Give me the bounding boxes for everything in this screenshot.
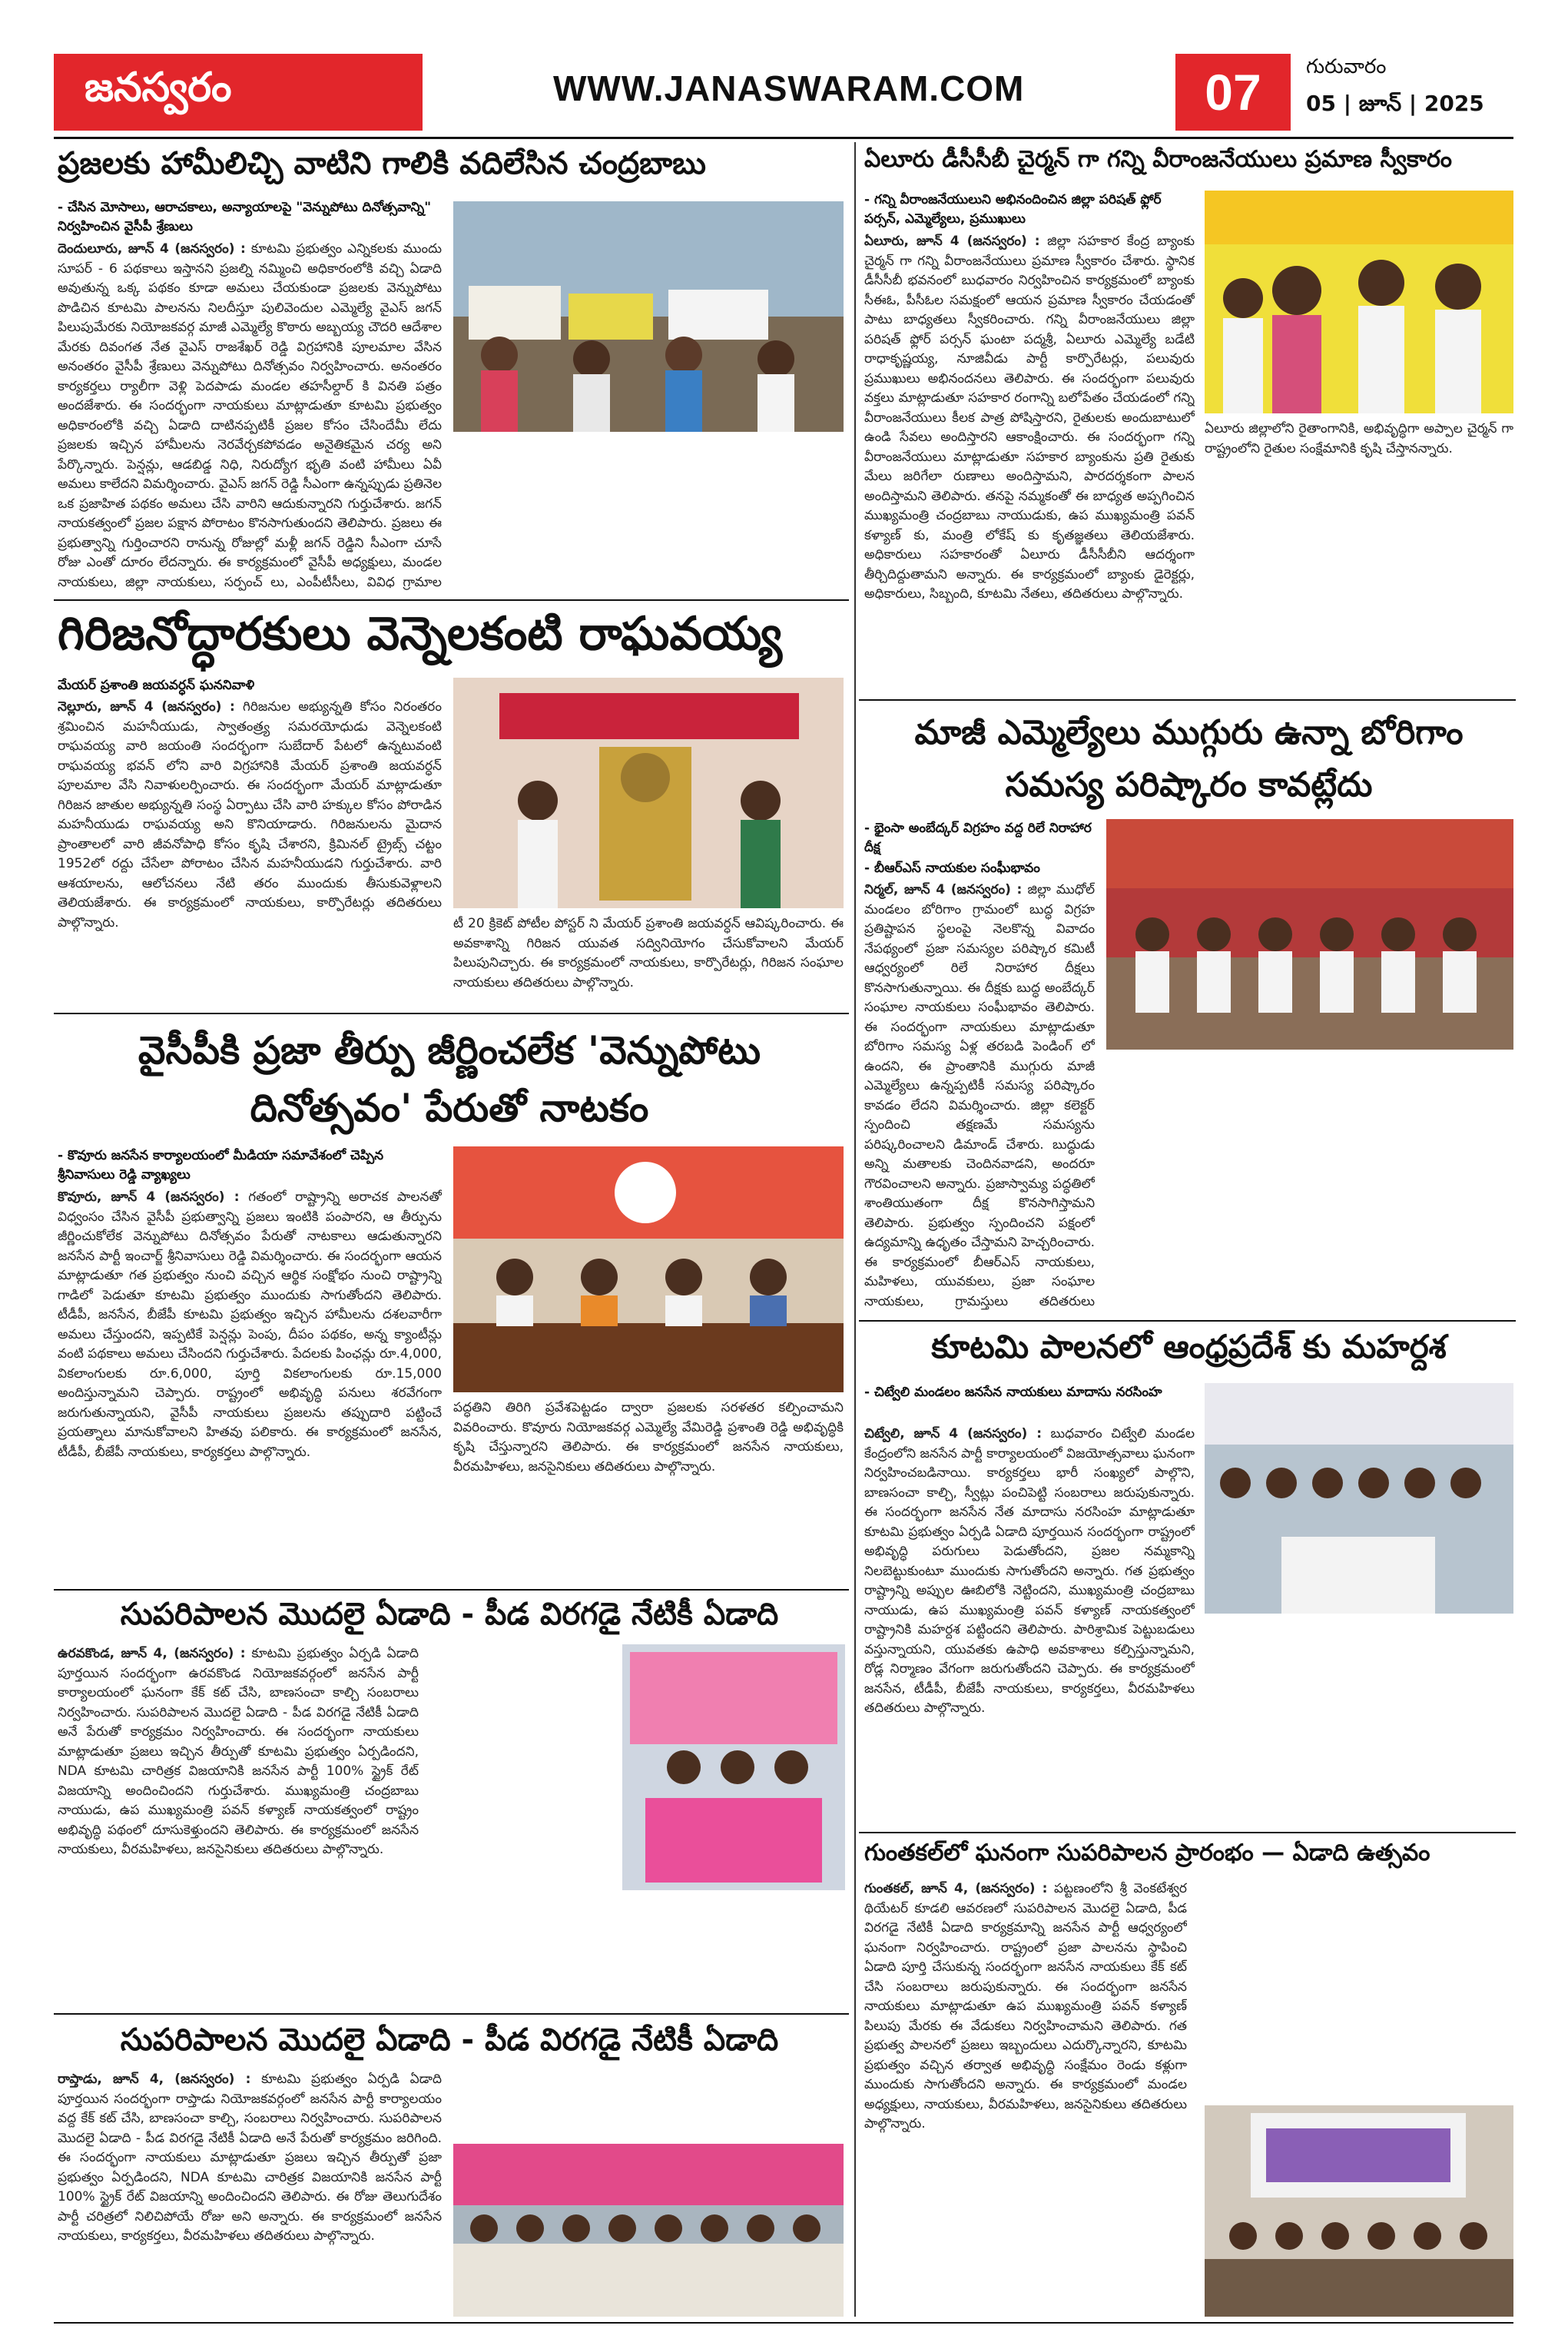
section-rule (859, 1832, 1516, 1833)
press-meet-photo (453, 1146, 844, 1392)
article-body (864, 881, 1095, 1311)
date: 05 | జూన్ | 2025 (1306, 91, 1484, 116)
headline: వైసీపీకి ప్రజా తీర్పు జీర్ణించలేక 'వెన్నుపోటు దినోత్సవం' పేరుతో నాటకం (138, 1028, 761, 1130)
dateline: కొవూరు, జూన్ 4 (జనస్వరం) : (58, 1189, 240, 1205)
article-text: కూటమి ప్రభుత్వం ఏర్పడి ఏడాది పూర్తయిన సందర్భంగా ఉరవకొండ నియోజకవర్గంలో జనసేన పార్టీ కార్యాలయంలో ఘనంగా కేక్ కట్ చేసి, బాణసంచా కాల్చి సంబరాలు నిర్వహించారు. సుపరిపాలన మొదలై ఏడాది - పీడ విరగడై నేటికీ ఏడాది అనే పేరుతో కార్యక్రమం నిర్వహించారు. ఈ సందర్భంగా నాయకులు మాట్లాడుతూ ప్రజలు ఇచ్చిన తీర్పుతో కూటమి ప్రభుత్వం ఏర్పడిందని, NDA కూటమి చారిత్రక విజయానికి జనసేన పార్టీ 100% స్ట్రైక్ రేట్ విజయాన్ని అందించిందని గుర్తుచేశారు. ముఖ్యమంత్రి చంద్రబాబు నాయుడు, ఉప ముఖ్యమంత్రి పవన్ కళ్యాణ్ నాయకత్వంలో రాష్ట్రం అభివృద్ధి పథంలో దూసుకెళ్తుందని తెలిపారు. ఈ కార్యక్రమంలో జనసేన నాయకులు, వీరమహిళలు, జనసైనికులు తదితరులు పాల్గొన్నారు. (58, 1646, 419, 1857)
headline: మాజీ ఎమ్మెల్యేలు ముగ్గురు ఉన్నా బోరిగాం సమస్య పరిష్కారం కావట్లేదు (914, 713, 1464, 804)
section-rule (54, 1013, 849, 1014)
section-rule (859, 1320, 1516, 1322)
article-body-continued (1106, 1056, 1513, 1309)
article-body (864, 1425, 1195, 1824)
website[interactable]: WWW.JANASWARAM.COM (553, 68, 1025, 108)
section-rule (54, 599, 849, 601)
article-text: గతంలో రాష్ట్రాన్ని అరాచక పాలనతో విధ్వంసం చేసిన వైసీపీ ప్రభుత్వాన్ని ప్రజలు ఇంటికి పంపారని, ఆ తీర్పును జీర్ణించుకోలేక వెన్నుపోటు దినోత్సవం పేరుతో నాటకాలు ఆడుతున్నారని జనసేన పార్టీ ఇంచార్జ్ శ్రీనివాసులు రెడ్డి విమర్శించారు. ఈ సందర్భంగా ఆయన మాట్లాడుతూ గత ప్రభుత్వం నుంచి వచ్చిన ఆర్థిక సంక్షోభం నుంచి రాష్ట్రాన్ని గాడిలో పెడుతూ కూటమి ప్రభుత్వం ముందుకు సాగుతోందని తెలిపారు. టీడీపీ, జనసేన, బీజేపీ కూటమి ప్రభుత్వం ఇచ్చిన హామీలను దశలవారీగా అమలు చేస్తుందని, ఇప్పటికే పెన్షన్లు పెంపు, దీపం పథకం, అన్న క్యాంటీన్లు వంటి పథకాలు అమలు చేసిందని గుర్తుచేశారు. పేదలకు పింఛన్లు రూ.4,000, వికలాంగులకు రూ.6,000, పూర్తి వికలాంగులకు రూ.15,000 అందిస్తున్నామని చెప్పారు. రాష్ట్రంలో అభివృద్ధి పనులు శరవేగంగా జరుగుతున్నాయని, వైసీపీ నాయకులు ప్రజలను తప్పుదారి పట్టించే ప్రయత్నాలు మానుకోవాలని హితవు పలికారు. ఈ కార్యక్రమంలో జనసేన, టీడీపీ, బీజేపీ నాయకులు, కార్యకర్తలు పాల్గొన్నారు. (58, 1189, 442, 1460)
gathering-photo (1205, 2105, 1513, 2317)
section-rule (54, 2013, 849, 2015)
article-text: జిల్లా సహకార కేంద్ర బ్యాంకు చైర్మన్ గా గన్ని వీరాంజనేయులు ప్రమాణ స్వీకారం చేశారు. స్థానిక డీసీసీబీ భవనంలో బుధవారం నిర్వహించిన కార్యక్రమంలో బ్యాంకు సీఈఓ, పీసీఓల సమక్షంలో ఆయన ప్రమాణ స్వీకారం చేయడంతో పాటు బాధ్యతలు స్వీకరించారు. గన్ని వీరాంజనేయులు జిల్లా పరిషత్ ఫ్లోర్ పర్సన్ ఘంటా పద్మశ్రీ, ఏలూరు ఎమ్మెల్యే బడేటి రాధాకృష్ణయ్య, నూజివీడు పార్టీ కార్పొరేటర్లు, పలువురు ప్రముఖులు అభినందనలు తెలిపారు. ఈ సందర్భంగా పలువురు వక్తలు మాట్లాడుతూ సహకార రంగాన్ని బలోపేతం చేయడంలో గన్ని వీరాంజనేయులు కీలక పాత్ర పోషిస్తారని, రైతులకు అందుబాటులో ఉండి సేవలు అందిస్తారని ఆకాంక్షించారు. ఈ సందర్భంగా గన్ని వీరాంజనేయులు మాట్లాడుతూ సహకార బ్యాంకును ప్రతి రైతుకు మేలు జరిగేలా రుణాలు అందిస్తామని, పారదర్శకంగా పాలన అందిస్తామని తెలిపారు. తనపై నమ్మకంతో ఈ బాధ్యత అప్పగించిన ముఖ్యమంత్రి చంద్రబాబు నాయుడుకు, ఉప ముఖ్యమంత్రి పవన్ కళ్యాణ్ కు, మంత్రి లోకేష్ కు కృతజ్ఞతలు తెలియజేశారు. అధికారులు సహకారంతో ఏలూరు డీసీసీబీని ఆదర్శంగా తీర్చిదిద్దుతామని అన్నారు. ఈ కార్యక్రమంలో బ్యాంకు డైరెక్టర్లు, అధికారులు, సిబ్బంది, కూటమి నేతలు, తదితరులు పాల్గొన్నారు. (864, 234, 1195, 602)
article-body (58, 240, 442, 593)
article-body-continued (1198, 1879, 1513, 2095)
photo-caption: పద్ధతిని తిరిగి ప్రవేశపెట్టడం ద్వారా ప్రజలకు సరళతర కల్పించామని వివరించారు. కొవూరు నియోజకవర్గ ఎమ్మెల్యే వేమిరెడ్డి ప్రశాంతి రెడ్డి అభివృద్ధికి కృషి చేస్తున్నారని తెలిపారు. ఈ కార్యక్రమంలో జనసేన నాయకులు, వీరమహిళలు, జనసైనికులు తదితరులు పాల్గొన్నారు. (453, 1400, 844, 1475)
paper-name: జనస్వరం (54, 54, 423, 131)
article-body (864, 232, 1195, 693)
article-text: పట్టణంలోని శ్రీ వెంకటేశ్వర థియేటర్ కూడలి ఆవరణలో సుపరిపాలన మొదలై ఏడాది, పీడ విరగడై నేటికీ ఏడాది కార్యక్రమాన్ని జనసేన పార్టీ ఆధ్వర్యంలో ఘనంగా నిర్వహించారు. రాష్ట్రంలో ప్రజా పాలనను స్థాపించి ఏడాది పూర్తి చేసుకున్న సందర్భంగా జనసేన నాయకులు కేక్ కట్ చేసి సంబరాలు జరుపుకున్నారు. ఈ సందర్భంగా జనసేన నాయకులు మాట్లాడుతూ ఉప ముఖ్యమంత్రి పవన్ కళ్యాణ్ పిలుపు మేరకు ఈ వేడుకలు నిర్వహించామని తెలిపారు. గత ప్రభుత్వ పాలనలో ప్రజలు ఇబ్బందులు ఎదుర్కొన్నారని, కూటమి ప్రభుత్వం వచ్చిన తర్వాత అభివృద్ధి సంక్షేమం రెండు కళ్లుగా ముందుకు సాగుతోందని అన్నారు. ఈ కార్యక్రమంలో మండల అధ్యక్షులు, నాయకులు, వీరమహిళలు, జనసైనికులు తదితరులు పాల్గొన్నారు. (864, 1881, 1187, 2131)
subhead: - బీఆర్ఎస్ నాయకుల సంఘీభావం (864, 861, 1040, 876)
celebration-photo (622, 1644, 845, 1890)
subhead: - గన్ని వీరాంజనేయులుని అభినందించిన జిల్లా పరిషత్ ఫ్లోర్ పర్సన్, ఎమ్మెల్యేలు, ప్రముఖులు (864, 192, 1162, 227)
section-rule (859, 699, 1516, 701)
article-text: గిరిజనుల అభ్యున్నతి కోసం నిరంతరం శ్రమించిన మహనీయుడు, స్వాతంత్ర్య సమరయోధుడు వెన్నెలకంటి రాఘవయ్య వారి జయంతి సందర్భంగా సుబేదార్ పేటలో ఉన్నటువంటి రాఘవయ్య భవన్ లోని వారి విగ్రహానికి మేయర్ ప్రశాంతి జయవర్ధన్ పూలమాల వేసి నివాళులర్పించారు. ఈ సందర్భంగా మేయర్ మాట్లాడుతూ గిరిజన జాతుల అభ్యున్నతి సంస్థ ఏర్పాటు చేసి వారి హక్కుల కోసం పోరాడిన మహనీయుడు రాఘవయ్య అని కొనియాడారు. గిరిజనులను మైదాన ప్రాంతాలలో వారి జీవనోపాధి కోసం కృషి చేశారని, క్రిమినల్ ట్రైబ్స్ చట్టం 1952లో రద్దు చేసేలా పోరాటం చేసిన మహనీయుడని గుర్తుచేశారు. వారి ఆశయాలను, ఆలోచనలు నేటి తరం ముందుకు తీసుకువెళ్లాలని తెలియజేశారు. ఈ కార్యక్రమంలో నాయకులు, కార్పొరేటర్లు తదితరులు పాల్గొన్నారు. (58, 699, 442, 931)
article-text: జిల్లా ముధోల్ మండలం బోరిగాం గ్రామంలో బుద్ధ విగ్రహ ప్రతిష్టాపన స్థలంపై నెలకొన్న వివాదం నేపథ్యంలో ప్రజా సమస్యల పరిష్కార కమిటీ ఆధ్వర్యంలో రిలే నిరాహార దీక్షలు కొనసాగుతున్నాయి. ఈ దీక్షకు బుద్ధ అంబేద్కర్ సంఘాల నాయకులు సంఘీభావం తెలిపారు. ఈ సందర్భంగా నాయకులు మాట్లాడుతూ బోరిగాం సమస్య ఏళ్ల తరబడి పెండింగ్ లో ఉందని, ఈ ప్రాంతానికి ముగ్గురు మాజీ ఎమ్మెల్యేలు ఉన్నప్పటికీ సమస్య పరిష్కారం కావడం లేదని విమర్శించారు. జిల్లా కలెక్టర్ స్పందించి తక్షణమే సమస్యను పరిష్కరించాలని డిమాండ్ చేశారు. బుద్ధుడు అన్ని మతాలకు చెందినవాడని, అందరూ గౌరవించాలని అన్నారు. ప్రజాస్వామ్య పద్ధతిలో శాంతియుతంగా దీక్ష కొనసాగిస్తామని తెలిపారు. ప్రభుత్వం స్పందించని పక్షంలో ఉద్యమాన్ని ఉధృతం చేస్తామని హెచ్చరించారు. ఈ కార్యక్రమంలో బీఆర్ఎస్ నాయకులు, మహిళలు, యువకులు, ప్రజా సంఘాల నాయకులు, గ్రామస్తులు తదితరులు (864, 882, 1095, 1309)
masthead-rule (54, 137, 1513, 139)
article-body (58, 1644, 419, 1990)
photo-caption: టీ 20 క్రికెట్ పోటీల పోస్టర్ ని మేయర్ ప్రశాంతి జయవర్ధన్ ఆవిష్కరించారు. ఈ అవకాశాన్ని గిరిజన యువత సద్వినియోగం చేసుకోవాలని మేయర్ పిలుపునిచ్చారు. ఈ కార్యక్రమంలో నాయకులు, కార్పొరేటర్లు, గిరిజన సంఘాల నాయకులు తదితరులు పాల్గొన్నారు. (453, 916, 844, 990)
article-text: బుధవారం చిట్వేలి మండల కేంద్రంలోని జనసేన పార్టీ కార్యాలయంలో విజయోత్సవాలు ఘనంగా నిర్వహించబడినాయి. కార్యకర్తలు భారీ సంఖ్యలో పాల్గొని, బాణసంచా కాల్చి, స్వీట్లు పంచిపెట్టి సంబరాలు జరుపుకున్నారు. ఈ సందర్భంగా జనసేన నేత మాదాసు నరసింహ మాట్లాడుతూ కూటమి ప్రభుత్వం ఏర్పడి ఏడాది పూర్తయిన సందర్భంగా రాష్ట్రంలో అభివృద్ధి పరుగులు పెడుతోందని, ప్రజల నమ్మకాన్ని నిలబెట్టుకుంటూ ముందుకు సాగుతోందని అన్నారు. గత ప్రభుత్వం రాష్ట్రాన్ని అప్పుల ఊబిలోకి నెట్టిందని, ముఖ్యమంత్రి చంద్రబాబు నాయుడు, ఉప ముఖ్యమంత్రి పవన్ కళ్యాణ్ నాయకత్వంలో రాష్ట్రానికి మహర్దశ పట్టిందని తెలిపారు. పారిశ్రామిక పెట్టుబడులు వస్తున్నాయని, యువతకు ఉపాధి అవకాశాలు కల్పిస్తున్నామని, రోడ్ల నిర్మాణం వేగంగా జరుగుతోందని చెప్పారు. ఈ కార్యక్రమంలో జనసేన, టీడీపీ, బీజేపీ నాయకులు, కార్యకర్తలు, వీరమహిళలు తదితరులు పాల్గొన్నారు. (864, 1426, 1195, 1716)
protest-photo (453, 201, 844, 432)
dateline: ఏలూరు, జూన్ 4 (జనస్వరం) : (864, 234, 1040, 249)
subhead: - చేసిన మోసాలు, ఆరాచకాలు, అన్యాయాలపై "వెన్నుపోటు దినోత్సవాన్ని" నిర్వహించిన వైసీపీ శ్రేణులు (58, 200, 432, 234)
victory-celebration-photo (1205, 1383, 1513, 1614)
headline: కూటమి పాలనలో ఆంధ్రప్రదేశ్ కు మహర్దశ (931, 1328, 1447, 1365)
dateline: గుంతకల్, జూన్ 4, (జనస్వరం) : (864, 1881, 1048, 1896)
subhead: - కొవూరు జనసేన కార్యాలయంలో మీడియా సమావేశంలో చెప్పిన శ్రీనివాసులు రెడ్డి వ్యాఖ్యలు (58, 1148, 384, 1183)
section-rule (54, 1589, 849, 1591)
subhead: - భైంసా అంబేద్కర్ విగ్రహం వద్ద రిలే నిరాహార దీక్ష (864, 821, 1092, 855)
article-body-continued (430, 1644, 615, 1990)
article-body-continued (453, 438, 844, 592)
dateline: ఉరవకొండ, జూన్ 4, (జనస్వరం) : (58, 1646, 246, 1661)
headline: ఏలూరు డీసీసీబీ చైర్మన్ గా గన్ని వీరాంజనేయులు ప్రమాణ స్వీకారం (864, 146, 1452, 173)
article-body-continued (1205, 1620, 1513, 1824)
dateline: నెల్లూరు, జూన్ 4 (జనస్వరం) : (58, 699, 235, 715)
dateline: చిట్వేలి, జూన్ 4 (జనస్వరం) : (864, 1426, 1042, 1441)
hunger-strike-photo (1106, 819, 1513, 1050)
tribute-photo (453, 678, 844, 908)
dateline: దెందులూరు, జూన్ 4 (జనస్వరం) : (58, 241, 246, 257)
headline: సుపరిపాలన మొదలై ఏడాది - పీడ విరగడై నేటికీ ఏడాది (120, 1597, 779, 1632)
article-text: కూటమి ప్రభుత్వం ఏర్పడి ఏడాది పూర్తయిన సందర్భంగా రాప్తాడు నియోజకవర్గంలో జనసేన పార్టీ కార్యాలయం వద్ద కేక్ కట్ చేసి, బాణసంచా కాల్చి, సంబరాలు నిర్వహించారు. సుపరిపాలన మొదలై ఏడాది - పీడ విరగడై నేటికీ ఏడాది అనే పేరుతో కార్యక్రమం జరిగింది. ఈ సందర్భంగా నాయకులు మాట్లాడుతూ ప్రజలు ఇచ్చిన తీర్పుతో ప్రజా ప్రభుత్వం ఏర్పడిందని, NDA కూటమి చారిత్రక విజయానికి జనసేన పార్టీ 100% స్ట్రైక్ రేట్ విజయాన్ని అందించిందని తెలిపారు. ఈ రోజు తెలుగుదేశం పార్టీ చరిత్రలో నిలిచిపోయే రోజు అని అన్నారు. ఈ కార్యక్రమంలో జనసేన నాయకులు, కార్యకర్తలు, వీరమహిళలు తదితరులు పాల్గొన్నారు. (58, 2072, 442, 2244)
group-photo (453, 2144, 844, 2317)
subhead: మేయర్ ప్రశాంతి జయవర్ధన్ ఘననివాళి (58, 678, 255, 693)
headline: ప్రజలకు హామీలిచ్చి వాటిని గాలికి వదిలేసిన చంద్రబాబు (58, 146, 706, 181)
weekday: గురువారం (1306, 55, 1387, 78)
headline: సుపరిపాలన మొదలై ఏడాది - పీడ విరగడై నేటికీ ఏడాది (120, 2022, 779, 2058)
photo-caption: ఏలూరు జిల్లాలోని రైతాంగానికి, అభివృద్ధిగా అప్పాల చైర్మన్ గా రాష్ట్రంలోని రైతుల సంక్షేమానికి కృషి చేస్తానన్నారు. (1205, 421, 1513, 456)
footer-rule (54, 2322, 1513, 2324)
headline: గుంతకల్‌లో ఘనంగా సుపరిపాలన ప్రారంభం — ఏడాది ఉత్సవం (864, 1839, 1430, 1866)
article-body (58, 2070, 442, 2324)
oath-photo (1205, 191, 1513, 413)
article-body (58, 1188, 442, 1580)
subhead: - చిట్వేలి మండలం జనసేన నాయకులు మాదాసు నరసింహ (864, 1385, 1162, 1400)
article-body (58, 698, 442, 1005)
page-number: 07 (1175, 54, 1291, 131)
column-divider (854, 142, 856, 2317)
article-text: కూటమి ప్రభుత్వం ఎన్నికలకు ముందు సూపర్ - 6 పథకాలు ఇస్తానని ప్రజల్ని నమ్మించి అధికారంలోకి వచ్చి ఏడాది అవుతున్న ఒక్క పథకం కూడా అమలు చేయకుండా ప్రజలకు వెన్నుపోటు పొడిచిన కూటమి పాలనను నిలదీస్తూ పులివెందుల ఎమ్మెల్యే వైఎస్ జగన్ పిలుపుమేరకు నియోజకవర్గ మాజీ ఎమ్మెల్యే కొఠారు అబ్బయ్య చౌదరి ఆదేశాల మేరకు దివంగత నేత వైఎస్ రాజశేఖర్ రెడ్డి విగ్రహానికి పూలమాల వేసిన అనంతరం వైసీపీ శ్రేణులు వెన్నుపోటు దినోత్సవం నిర్వహించారు. అనంతరం కార్యకర్తలు ర్యాలీగా వెళ్లి పెదపాడు మండల తహసీల్దార్ కి వినతి పత్రం అందజేశారు. ఈ సందర్భంగా నాయకులు మాట్లాడుతూ కూటమి ప్రభుత్వం అధికారంలోకి వచ్చి ఏడాది దాటినప్పటికీ ప్రజల కోసం చేసిందేమీ లేదు ప్రజలకు ఇచ్చిన హామీలను నెరవేర్చకపోవడం అనైతికమైన చర్య అని పేర్కొన్నారు. పెన్షన్లు, ఆడబిడ్డ నిధి, నిరుద్యోగ భృతి వంటి హామీలు ఏవీ అమలు కాలేదని విమర్శించారు. వైఎస్ జగన్ రెడ్డి సీఎంగా ఉన్నప్పుడు ప్రతినెల ఒక ప్రజాహిత పథకం అమలు చేసి వారిని ఆదుకున్నారని గుర్తుచేశారు. జగన్ నాయకత్వంలో ప్రజల పక్షాన పోరాటం కొనసాగుతుందని తెలిపారు. ప్రజలు ఈ ప్రభుత్వాన్ని గుర్తించారని రానున్న రోజుల్లో మళ్లీ జగన్ రెడ్డిని సీఎంగా చూసే రోజు ఎంతో దూరం లేదన్నారు. ఈ కార్యక్రమంలో వైసీపీ అధ్యక్షులు, మండల నాయకులు, జిల్లా నాయకులు, సర్పంచ్ లు, ఎంపీటీసీలు, వివిధ గ్రామాల (58, 241, 442, 590)
dateline: నిర్మల్, జూన్ 4 (జనస్వరం) : (864, 882, 1023, 897)
headline: గిరిజనోద్ధారకులు వెన్నెలకంటి రాఘవయ్య (58, 607, 782, 661)
article-body (864, 1879, 1187, 2317)
dateline: రాప్తాడు, జూన్ 4, (జనస్వరం) : (58, 2072, 251, 2087)
